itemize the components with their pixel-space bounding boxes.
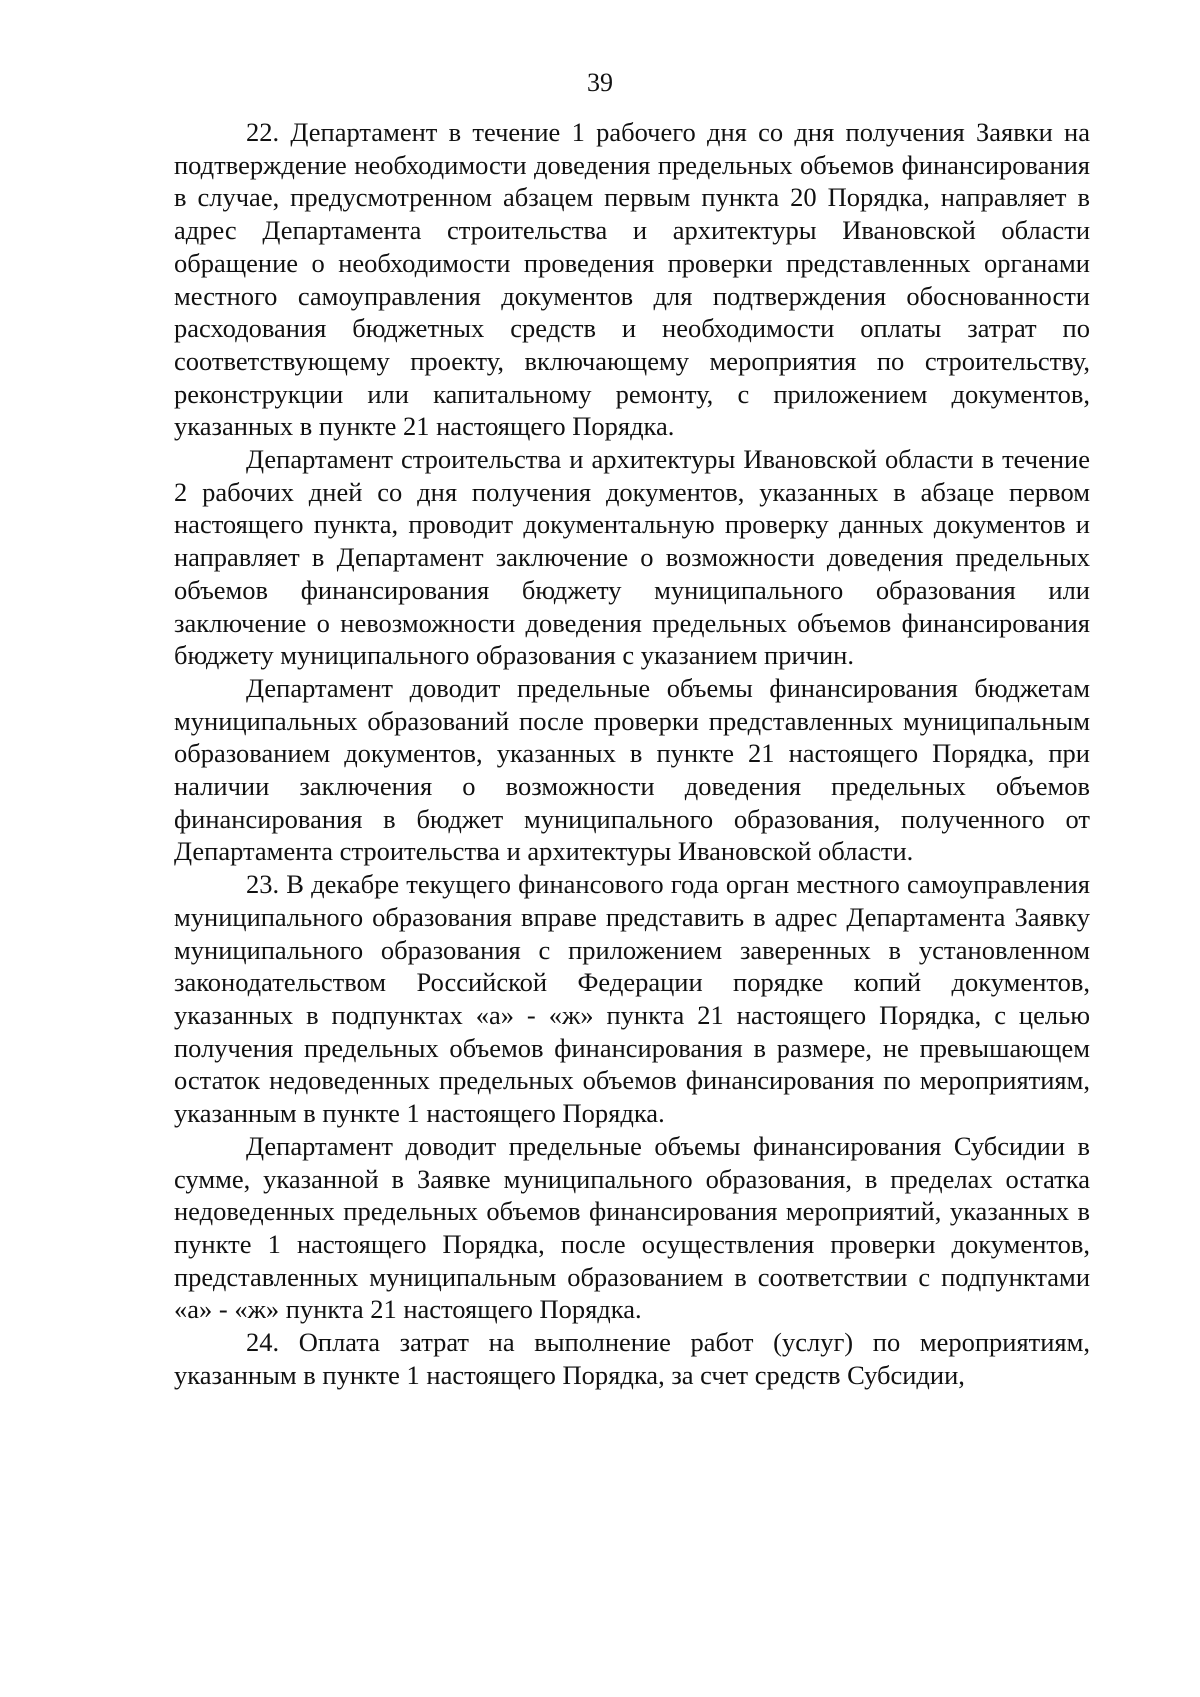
paragraph-22-department-limits: Департамент доводит предельные объемы финансирования бюджетам муниципальных образований после проверки представленных муниципальным образованием документов, указанных в пункте 21 настоящего Порядка, при наличии заключения о возможности доведения предельных объемов финансирования в бюджет муниципального образования, полученного от Департамента строительства и архитектуры Ивановской области.	[174, 672, 1090, 867]
paragraph-22-construction-department: Департамент строительства и архитектуры Ивановской области в течение 2 рабочих дней со дня получения документов, указанных в абзаце первом настоящего пункта, проводит документальную проверку данных документов и направляет в Департамент заключение о возможности доведения предельных объемов финансирования бюджету муниципального образования или заключение о невозможности доведения предельных объемов финансирования бюджету муниципального образования с указанием причин.	[174, 444, 1090, 671]
paragraph-22: 22. Департамент в течение 1 рабочего дня со дня получения Заявки на подтверждение необходимости доведения предельных объемов финансирования в случае, предусмотренном абзацем первым пункта 20 Порядка, направляет в адрес Департамента строительства и архитектуры Ивановской области обращение о необходимости проведения проверки представленных органами местного самоуправления документов для подтверждения обоснованности расходования бюджетных средств и необходимости оплаты затрат по соответствующему проекту, включающему мероприятия по строительству, реконструкции или капитальному ремонту, с приложением документов, указанных в пункте 21 настоящего Порядка.	[174, 117, 1090, 442]
paragraph-24: 24. Оплата затрат на выполнение работ (услуг) по мероприятиям, указанным в пункте 1 настоящего Порядка, за счет средств Субсидии,	[174, 1327, 1090, 1390]
page-number: 39	[587, 68, 613, 97]
paragraph-23: 23. В декабре текущего финансового года орган местного самоуправления муниципального образования вправе представить в адрес Департамента Заявку муниципального образования с приложением заверенных в установленном законодательством Российской Федерации порядке копий документов, указанных в подпунктах «а» - «ж» пункта 21 настоящего Порядка, с целью получения предельных объемов финансирования в размере, не превышающем остаток недоведенных предельных объемов финансирования по мероприятиям, указанным в пункте 1 настоящего Порядка.	[174, 869, 1090, 1129]
paragraph-23-subsidy-limits: Департамент доводит предельные объемы финансирования Субсидии в сумме, указанной в Заявке муниципального образования, в пределах остатка недоведенных предельных объемов финансирования мероприятий, указанных в пункте 1 настоящего Порядка, после осуществления проверки документов, представленных муниципальным образованием в соответствии с подпунктами «а» - «ж» пункта 21 настоящего Порядка.	[174, 1130, 1090, 1325]
document-body	[174, 116, 1090, 1391]
